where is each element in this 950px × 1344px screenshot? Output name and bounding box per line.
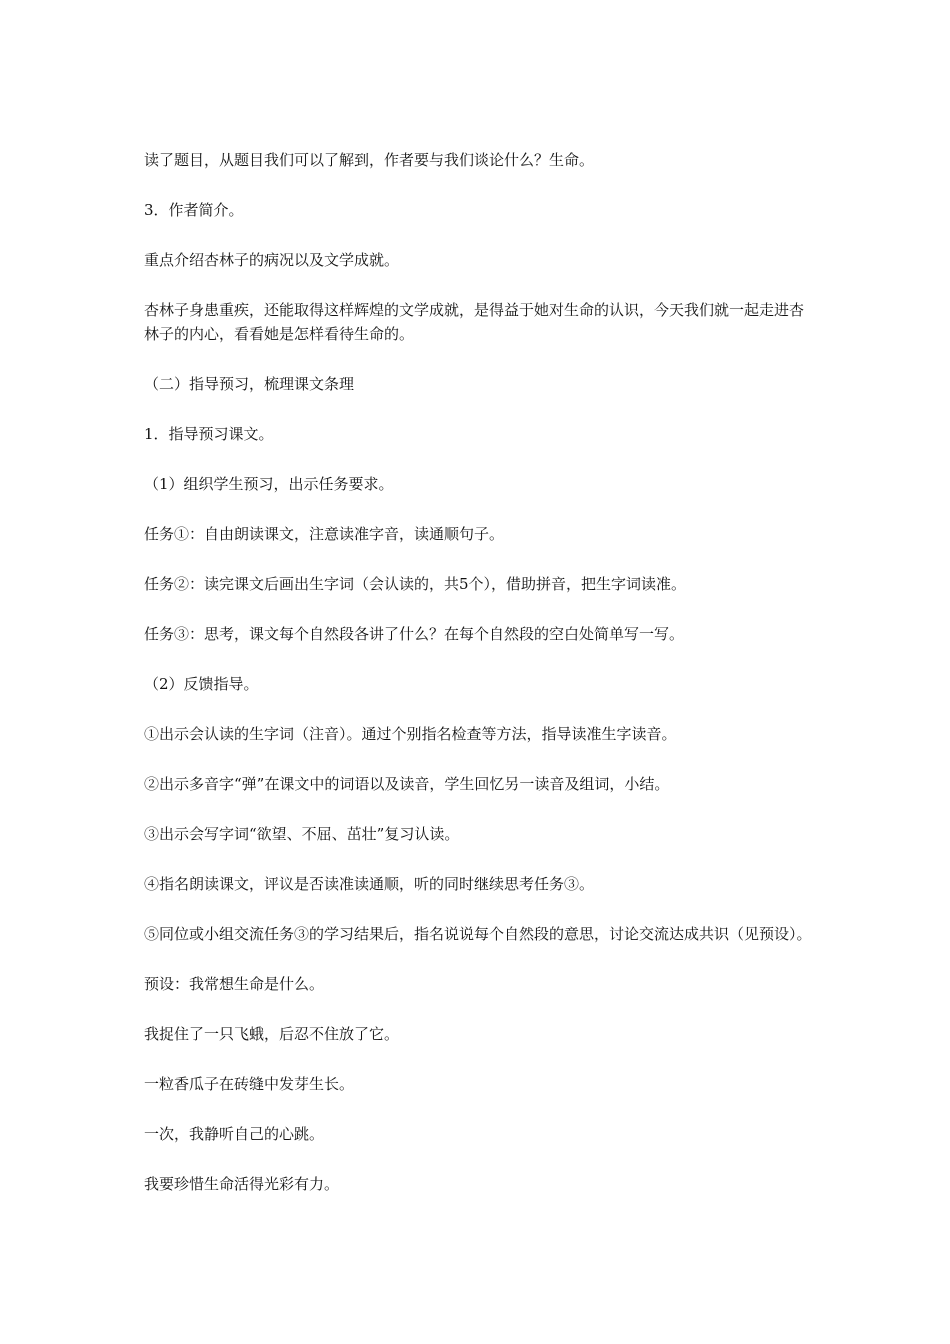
paragraph: （2）反馈指导。: [144, 675, 259, 693]
section-heading-author-intro: 3．作者简介。: [144, 201, 244, 219]
paragraph: 读了题目，从题目我们可以了解到，作者要与我们谈论什么？生命。: [144, 151, 595, 169]
task-item: 任务①：自由朗读课文，注意读准字音，读通顺句子。: [144, 525, 505, 543]
paragraph: 杏林子身患重疾，还能取得这样辉煌的文学成就，是得益于她对生命的认识，今天我们就一起走进杏林子的内心，看看她是怎样看待生命的。: [144, 301, 805, 343]
preset-item: 我要珍惜生命活得光彩有力。: [144, 1175, 340, 1193]
task-item: 任务③：思考，课文每个自然段各讲了什么？在每个自然段的空白处简单写一写。: [144, 625, 685, 643]
feedback-item: ①出示会认读的生字词（注音）。通过个别指名检查等方法，指导读准生字读音。: [144, 725, 677, 743]
feedback-item: ③出示会写字词“欲望、不屈、茁壮”复习认读。: [144, 825, 460, 843]
section-heading-guide-preview: 1．指导预习课文。: [144, 425, 274, 443]
preset-item: 预设：我常想生命是什么。: [144, 975, 325, 993]
paragraph: 重点介绍杏林子的病况以及文学成就。: [144, 251, 400, 269]
paragraph: （1）组织学生预习，出示任务要求。: [144, 475, 394, 493]
preset-item: 一粒香瓜子在砖缝中发芽生长。: [144, 1075, 355, 1093]
preset-item: 我捉住了一只飞蛾，后忍不住放了它。: [144, 1025, 400, 1043]
document-body: [144, 148, 814, 1222]
feedback-item: ②出示多音字“弹”在课文中的词语以及读音，学生回忆另一读音及组词，小结。: [144, 775, 670, 793]
feedback-item: ⑤同位或小组交流任务③的学习结果后，指名说说每个自然段的意思，讨论交流达成共识（见预设）。: [144, 925, 812, 943]
section-heading-preview: （二）指导预习，梳理课文条理: [144, 375, 355, 393]
feedback-item: ④指名朗读课文，评议是否读准读通顺，听的同时继续思考任务③。: [144, 875, 595, 893]
preset-item: 一次，我静听自己的心跳。: [144, 1125, 325, 1143]
task-item: 任务②：读完课文后画出生字词（会认读的，共5个），借助拼音，把生字词读准。: [144, 575, 687, 593]
